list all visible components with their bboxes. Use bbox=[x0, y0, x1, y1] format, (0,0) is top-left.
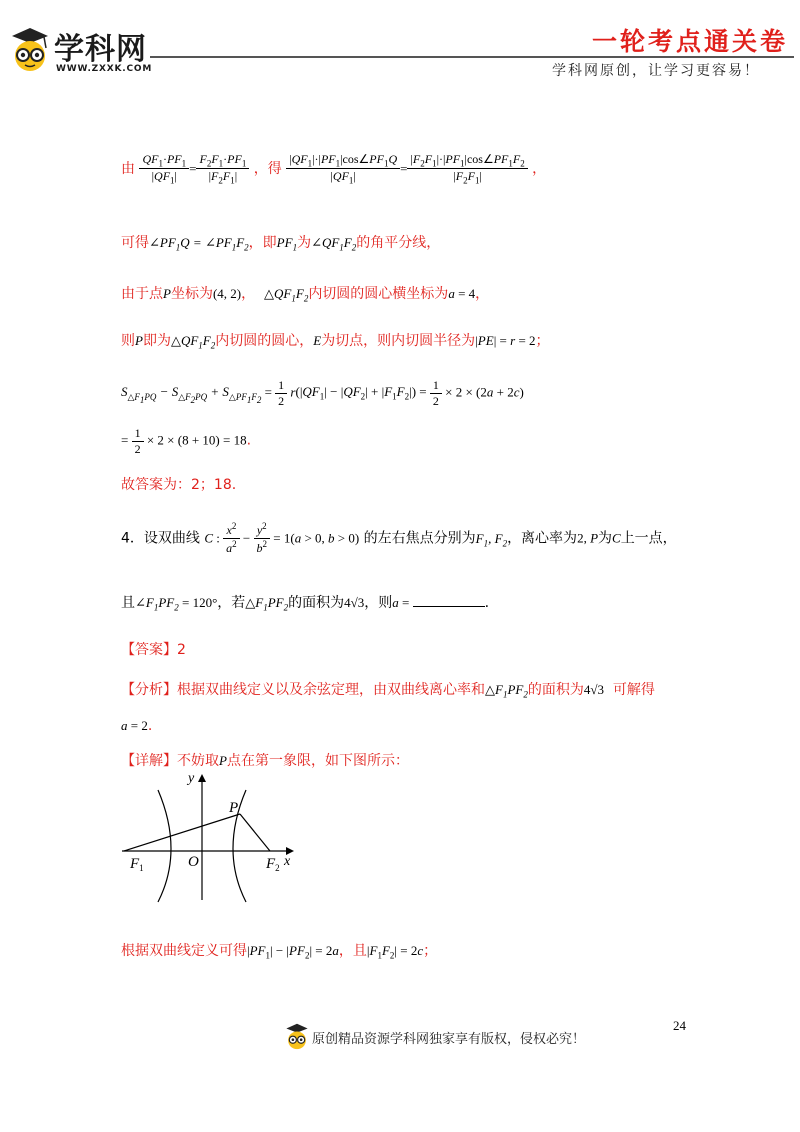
detail-line: 【详解】不妨取P点在第一象限，如下图所示： bbox=[121, 753, 409, 769]
area-equation: $S_{\triangle F_1PQ} - S_{\triangle F_2PQ} + S_{\triangle PF_1F_2}$ = $\frac{1}{2}$ $r(|QF_1| - |QF_2| + |F_1F_2|)$ = $\frac{1}{2}$ × 2 × (2a + 2c) bbox=[121, 378, 524, 408]
header-rule bbox=[150, 56, 794, 58]
segment-pf2 bbox=[240, 814, 270, 851]
detail-label: 【详解】 bbox=[121, 753, 177, 769]
logo-text: 学科网 bbox=[54, 32, 147, 67]
label-o: O bbox=[188, 854, 199, 870]
solution-line-3: 由于点P坐标为(4, 2)， $\triangle QF_1F_2$内切圆的圆心横坐标为a = 4， bbox=[121, 286, 490, 304]
solution-line-4: 则P即为$\triangle QF_1F_2$内切圆的圆心，E为切点，则内切圆半径为|PE| = r = 2； bbox=[121, 333, 550, 351]
footer-text: 原创精品资源学科网独家享有版权，侵权必究！ bbox=[312, 1032, 586, 1047]
answer-label: 【答案】 bbox=[121, 642, 177, 658]
question-4-line-1: 4．设双曲线 C : $\frac{x^2}{a^2}$ − $\frac{y^2}{b^2}$ = 1(a > 0, b > 0) 的左右焦点分别为$F_1$, $F_2$，离心率为2, P为C上一点， bbox=[121, 521, 677, 555]
label-p: P bbox=[229, 800, 239, 816]
analysis-result: a = 2. bbox=[121, 718, 153, 734]
logo-mascot-icon bbox=[8, 22, 52, 72]
question-4-line-2: 且$\angle F_1PF_2 = 120^\circ$，若$\triangle F_1PF_2$的面积为4√3，则a = . bbox=[121, 595, 490, 613]
header-slogan: 学科网原创，让学习更容易！ bbox=[552, 63, 760, 79]
vector-fraction-2: $\frac{F_2F_1\cdot PF_1}{|F_2F_1|}$ bbox=[196, 152, 249, 186]
label-y: y bbox=[188, 771, 195, 786]
segment-f1p bbox=[124, 814, 240, 851]
cos-fraction-2: $\frac{|F_2F_1|\cdot|PF_1|\cos\angle PF_1F_2}{|F_2F_1|}$ bbox=[407, 152, 527, 186]
footer-mascot-icon bbox=[284, 1020, 310, 1050]
answer-line bbox=[121, 639, 186, 659]
analysis-label: 【分析】 bbox=[121, 682, 177, 698]
final-answer-text: 故答案为：2；18. bbox=[121, 477, 237, 493]
y-axis-arrow-icon bbox=[198, 774, 206, 782]
area-result: = $\frac{1}{2}$ × 2 × (8 + 10) = 18. bbox=[121, 426, 252, 456]
answer-value: 2 bbox=[177, 642, 186, 658]
page-number: 24 bbox=[673, 1018, 686, 1033]
cos-fraction-1: $\frac{|QF_1|\cdot|PF_1|\cos\angle PF_1Q}{|QF_1|}$ bbox=[286, 152, 400, 186]
answer-blank[interactable] bbox=[413, 594, 485, 607]
hyperbola-figure bbox=[118, 770, 308, 905]
logo-url: WWW.ZXXK.COM bbox=[56, 64, 153, 74]
definition-line: 根据双曲线定义可得$|PF_1| - |PF_2| = 2a$，且$|F_1F_2| = 2c$； bbox=[121, 943, 438, 961]
analysis-line: 【分析】根据双曲线定义以及余弦定理，由双曲线离心率和$\triangle F_1PF_2$的面积为4√3 可解得 bbox=[121, 682, 655, 700]
label-f1: $F_1$ bbox=[130, 856, 144, 873]
label-f2: $F_2$ bbox=[266, 856, 280, 873]
solution-line-1: 由 $\frac{QF_1\cdot PF_1}{|QF_1|}$ = $\frac{F_2F_1\cdot PF_1}{|F_2F_1|}$ ，得 $\frac{|QF_1|\cdot|PF_1|\cos\angle PF_1Q}{|QF_1|}$ = $\frac{|F_2F_1|\cdot|PF_1|\cos\angle PF_1F_2}{|F_2F_1|}$ ， bbox=[121, 152, 547, 186]
vector-fraction-1: $\frac{QF_1\cdot PF_1}{|QF_1|}$ bbox=[139, 152, 189, 186]
left-branch bbox=[158, 790, 171, 902]
label-x: x bbox=[284, 854, 291, 869]
solution-line-2: 可得$\angle PF_1Q$ = $\angle PF_1F_2$，即$PF_1$为$\angle QF_1F_2$的角平分线， bbox=[121, 235, 441, 253]
header-title: 一轮考点通关卷 bbox=[592, 27, 789, 56]
